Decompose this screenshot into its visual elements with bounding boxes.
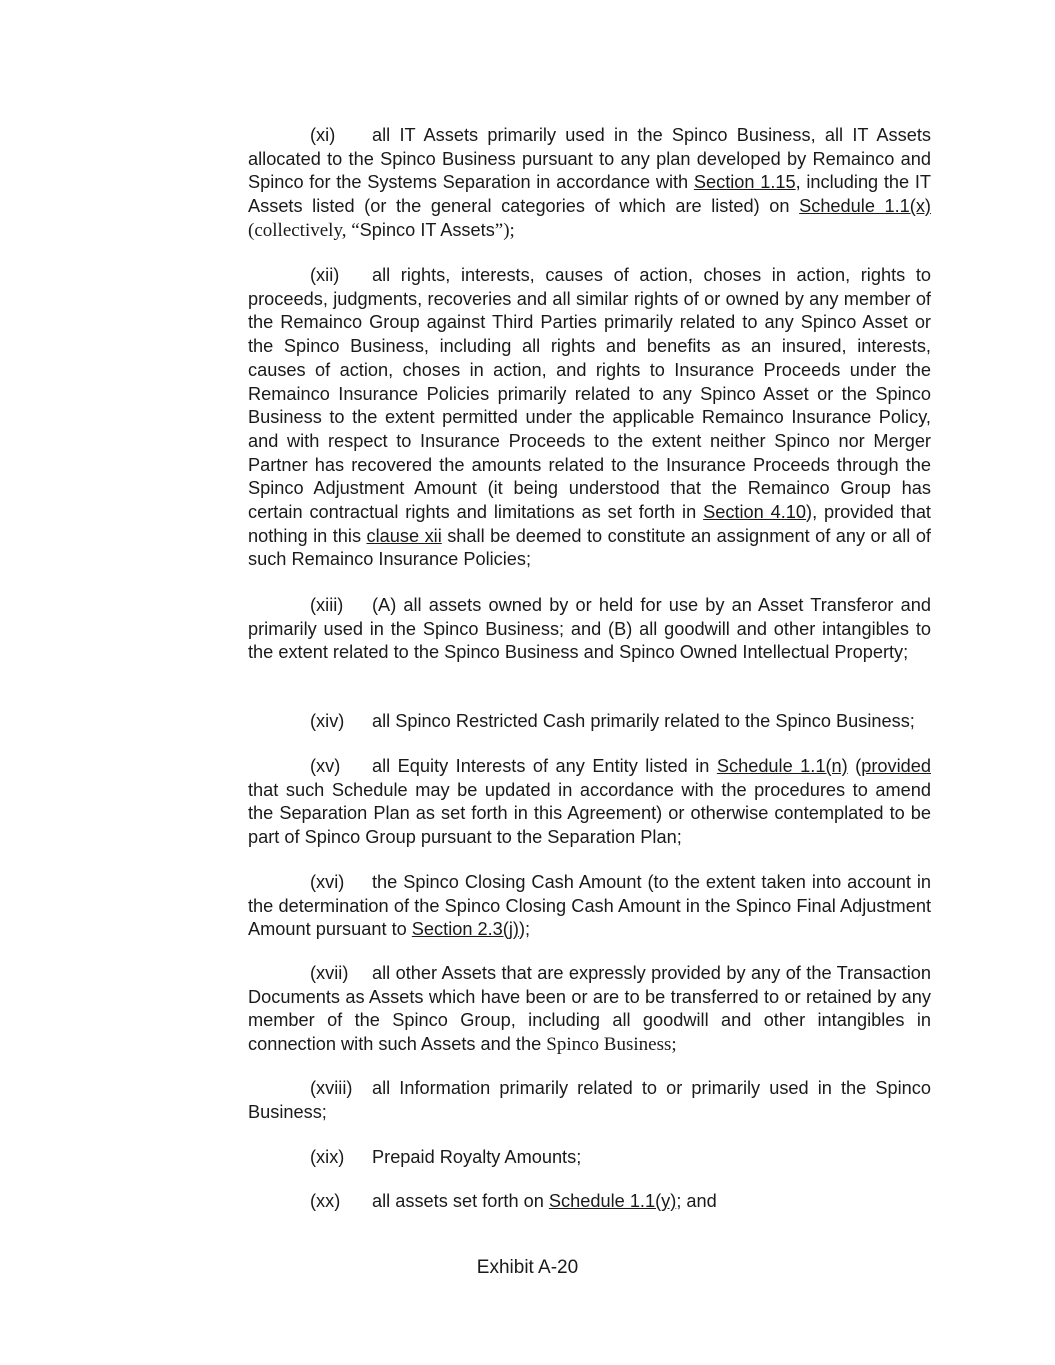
clause-text: Spinco Business; [546,1034,677,1056]
clause-text: (A) all assets owned by or held for use by an Asset Transferor and primarily used in the Spinco Business; and (B) all goodwill and other intangibles to the extent related to the Spinco Business and Spinco Owned Intellectual Property; [248,595,931,663]
clause-text: Prepaid Royalty Amounts; [372,1147,582,1167]
clause-text: all rights, interests, causes of action, choses in action, rights to proceeds, judgments, recoveries and all similar rights of or owned by any member of the Remainco Group against Third Parties primarily related to any Spinco Asset or the Spinco Business, including all rights and benefits as an insured, interests, causes of action, choses in action, and rights to Insurance Proceeds under the Remainco Insurance Policies primarily related to any Spinco Asset or the Spinco Business to the extent permitted under the applicable Remainco Insurance Policy, and with respect to Insurance Proceeds to the extent neither Spinco nor Merger Partner has recovered the amounts related to the Insurance Proceeds through the Spinco Adjustment Amount (it being understood that the Remainco Group has certain contractual rights and limitations as set forth in [248,265,931,523]
clause-xvi [248,871,931,942]
clause-text: that such Schedule may be updated in accordance with the procedures to amend the Separation Plan as set forth in this Agreement) or otherwise contemplated to be part of Spinco Group pursuant to the Separation Plan; [248,779,931,848]
clause-label: (xii) [310,265,340,285]
clause-xviii [248,1077,931,1124]
clause-text: all IT Assets primarily used in the Spinco Business, all IT Assets allocated to the Spinco Business pursuant to any plan developed by Remainco and Spinco for the Systems Separation in accordance with [248,125,931,193]
clause-label: (xv) [310,756,341,776]
clause-label: (xviii) [310,1078,353,1098]
clause-label: (xvi) [310,872,345,892]
schedule-reference: Schedule 1.1(x) [799,196,931,217]
section-reference: Section 4.10 [703,502,807,523]
clause-xx [248,1190,931,1214]
clause-text: all Information primarily related to or primarily used in the Spinco Business; [248,1078,931,1122]
clause-text: (collectively, “ [248,219,360,241]
page-footer: Exhibit A-20 [476,1257,579,1278]
clause-label: (xix) [310,1147,345,1167]
clause-text: all assets set forth on [372,1191,549,1211]
defined-term: Spinco IT Assets [359,219,495,240]
clause-label: (xi) [310,125,336,145]
proviso-term: provided [861,756,931,776]
clause-reference: clause xii [366,525,442,546]
clause-xix [248,1146,931,1170]
clause-xvii [248,962,931,1057]
clause-text: ); [518,919,531,940]
clause-text: shall be deemed to constitute an assignment of any or all of such Remainco Insurance Policies; [248,525,931,570]
clause-text: all Equity Interests of any Entity listed in [372,756,717,776]
section-reference: Section 2.3(j) [411,919,519,940]
clause-text: , including the IT Assets listed (or the general categories of which are listed) on [248,172,931,217]
clause-label: (xvii) [310,963,349,983]
clause-text: ( [847,756,862,776]
clause-text: all other Assets that are expressly provided by any of the Transaction Documents as Assets which have been or are to be transferred to or retained by any member of the Spinco Group, including all goodwill and other intangibles in connection with such Assets and the [248,963,931,1055]
clause-xii [248,264,931,572]
section-reference: Section 1.15 [693,172,796,193]
clause-xi [248,124,931,243]
clause-label: (xiii) [310,595,344,615]
clause-text: ), provided that nothing in this [248,502,931,546]
schedule-reference: Schedule 1.1(y) [548,1191,677,1211]
clause-text: ”); [494,219,515,241]
clause-text: all Spinco Restricted Cash primarily related to the Spinco Business; [372,711,915,731]
clause-xv [248,755,931,850]
clause-text: ; and [676,1191,717,1211]
clause-xiii [248,594,931,665]
clause-label: (xx) [310,1191,341,1211]
schedule-reference: Schedule 1.1(n) [716,756,848,776]
clause-xiv [248,710,931,734]
clause-text: the Spinco Closing Cash Amount (to the extent taken into account in the determination of the Spinco Closing Cash Amount in the Spinco Final Adjustment Amount pursuant to [248,872,931,940]
clause-label: (xiv) [310,711,345,731]
